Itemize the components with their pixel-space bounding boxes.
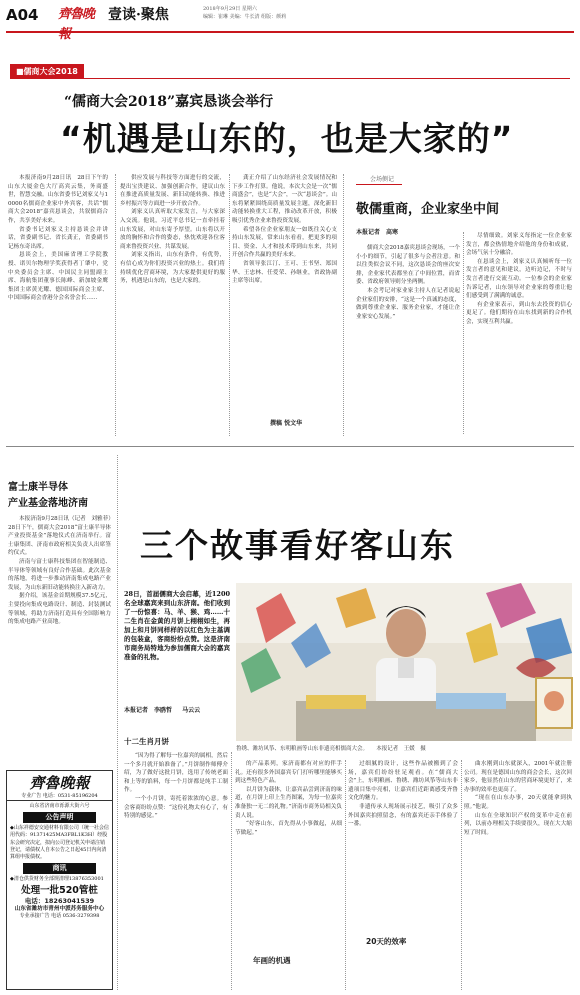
paragraph: 以月饼为载体，让嘉宾品尝到济南的味道，在月饼上印上生肖图案，为每一位嘉宾准备独一无二的礼物。”济南市商务局相关负责人说。 <box>235 786 342 819</box>
story-column-2 <box>120 174 225 437</box>
issue-info <box>203 5 286 21</box>
page-number: A04 <box>6 6 39 24</box>
sidebar-column-a <box>356 244 460 434</box>
paragraph: 龚正介绍了山东经济社会发展情况和下步工作打算。他说，本次大会是一次“儒商盛会”，也是“大会”，一次“恳谈会”。山东将紧紧围绕高质量发展主题，深化新旧动能转换重大工程，推动改革开放，积极吸引优秀企业来鲁投资发展。 <box>232 175 337 224</box>
topic-tag: ■儒商大会2018 <box>10 64 84 79</box>
article-headline: “机遇是山东的，也是大家的” <box>60 119 514 158</box>
paragraph: 省委书记刘家义主持恳谈会并讲话，省委副书记、省长龚正，省委副书记杨东奇出席。 <box>8 226 108 250</box>
brief-headline-2: 产业基金落地济南 <box>8 498 88 509</box>
topic-rule <box>10 78 570 79</box>
feature-intro: 28日，首届儒商大会启幕，近1200名全球嘉宾来到山东济南。他们收到了一份惊喜：马、羊、猴、鸡……十二生肖在金黄的月饼上栩栩如生，再加上和月饼同样样的以红色为主基调的包装盒，客商纷纷点赞。这是济南市商务局特地为参加儒商大会的嘉宾准备的礼物。 <box>124 590 230 661</box>
issue-staff: 编辑：崔琳 美编：牛长清 组版：颜莉 <box>203 14 287 20</box>
ad-logo <box>7 771 112 801</box>
paragraph: “现在在山东办事，20天就能拿到执照。”他说。 <box>464 795 572 810</box>
feature-subhead-1: 十二生肖月饼 <box>124 737 169 746</box>
brief-body <box>8 515 117 767</box>
ad-promo-phone: 电话：18263041539 <box>24 896 95 905</box>
paragraph: 山东在全球知识产权的变革中走在前列，以前办理相关手续要很久，现在大大缩短了时间。 <box>464 812 572 836</box>
ad-commerce-text: ◆清仓供货财务全部规清理13876353001 <box>10 876 104 883</box>
section-title: 壹读·聚焦 <box>108 7 169 23</box>
feature-headline: 三个故事看好客山东 <box>140 526 455 565</box>
feature-byline <box>124 705 208 714</box>
paragraph: 曲水刚到山东就深入，2001年就注册公司。现在是德国山东的商会会长，这次回家乡，他显然在山东的营商环境更好了，来办事的效率也更高了。 <box>464 761 572 793</box>
paragraph: 一个小月饼，寄托着浓浓的心意。参会客商纷纷点赞：“这份礼物太有心了，有特别的感觉。” <box>124 795 228 820</box>
ad-logo-text: 齊魯晚報 <box>29 774 90 792</box>
sidebar-column-b <box>466 232 572 434</box>
article-subtitle: “儒商大会2018”嘉宾恳谈会举行 <box>64 94 274 110</box>
ad-commerce-header: 商讯 <box>23 863 96 874</box>
ad-notice-header: 公告声明 <box>23 812 96 823</box>
newspaper-logo: 齊魯晚報 <box>58 7 95 42</box>
paragraph: 本会考记对家业家主持人在记者说起企业家们的安排，“这是一个真诚的态度，做到尊重企业家、服务企业家，才能让企业家安心发展。” <box>356 287 460 320</box>
ad-logo-subtext: 专业广告 电话：0531-85196204 <box>21 793 98 799</box>
paragraph: 非遗传承人现场展示技艺，吸引了众多外国嘉宾拍照留念，有的嘉宾还亲手体验了一番。 <box>348 803 458 828</box>
feature-column-1 <box>124 752 228 990</box>
feature-column-4 <box>464 760 572 990</box>
story-column-3 <box>232 174 337 414</box>
paragraph: 在恳谈会上，刘家义认真倾听每一位发言者的意见和建议，边听边记，不时与发言者进行交流互动。一位参会的企业家告诉记者，山东领导对企业家的尊重让他们感受到了满满的诚意。 <box>466 258 572 300</box>
brief-headline-1: 富士康半导体 <box>8 482 68 493</box>
ad-notice-text: ◆山东祥德安交通材料有限公司（统一社会信用代码：91371425MA3FBL1K3H）经股东会研究决定，拟向公司登记机关申请注销登记，请债权人自本公告之日起45日内向清算组申报债权。 <box>10 825 109 861</box>
paragraph: 刘家义认真听取大家发言，与大家深入交流。他说，习近平总书记一直牵挂着山东发展，对山东寄予厚望。山东将以开放的胸怀和合作的姿态，热忱欢迎各位客商来鲁投资兴业、共谋发展。 <box>120 209 225 250</box>
paragraph: 本报济南9月28日讯 28日下午的山东大厦金色大厅高宾云集，务商盛世，智慧交融。山东省委书记刘家义与10000名儒商企业家中外宾客，共话“儒商大会2018”嘉宾恳谈会，共叙儒商合作，共享美好未来。 <box>8 175 108 224</box>
sidebar-headline: 敬儒重商，企业家坐中间 <box>356 202 500 217</box>
header-rule <box>6 31 574 33</box>
sidebar-byline: 本报记者 高寒 <box>356 229 399 236</box>
photo-caption: 鲁绣、潍坊风筝、东明粮画等山东非遗亮相儒商大会。 本报记者 王媛 摄 <box>236 746 426 752</box>
paragraph: 济南与富士康科技集团在智能制造、半导体等领域有良好合作基础。此次基金的落地，将进一步推动济南集成电路产业发展，为山东新旧动能转换注入新动力。 <box>8 558 111 591</box>
paragraph: “好客山东，首先得从小事做起，从细节做起。” <box>235 821 342 836</box>
paragraph: 过细腻的设计，这些作品被搬到了会场，嘉宾们纷纷驻足观看。在“儒商大会”上，东明粮画、鲁绣、潍坊风筝等山东非遗项目集中亮相，让嘉宾们近距离感受齐鲁文化的魅力。 <box>348 761 458 802</box>
byline-name: 马云云 <box>182 707 201 714</box>
paragraph: 恳谈会上，美国麻省理工学院教授、诺贝尔物理学奖获得者丁肇中，党中央委员会主席、中国民主同盟副主席、海航集团董事长陈峰、新加坡金鹰集团主席黄光耀、德国国际商会主席、中国国际商会香港分会名誉会长…… <box>8 252 108 302</box>
paragraph: 据介绍，该基金首期规模37.5亿元，主要投向集成电路设计、制造、封装测试等领域，将助力济南打造具有全国影响力的集成电路产业高地。 <box>8 593 111 626</box>
feature-photo <box>236 583 572 741</box>
ad-address: 山东省济南市泺源大街六号 <box>29 803 90 809</box>
paragraph: 的产品系列，家济南都有对应的伴手礼。还有很多外国嘉宾专门打听哪里能够买到这些特色产品。 <box>235 761 342 785</box>
byline-name: 本报记者 李鸥哲 <box>124 707 173 714</box>
feature-column-3 <box>348 760 458 990</box>
paragraph: 供应发展与科技等方面进行的交流，提出宝贵建议、加强创新合作，建议山东在推进高质量发展、新旧动能转换、推进乡村振兴等方面进一步开放合作。 <box>120 175 225 207</box>
paragraph: 刘家义指出，山东有条件，有优势，有信心成为你们投资兴业的热土。我们将持续优化营商环境，为大家提供更好的服务，机遇是山东的，也是大家的。 <box>120 252 225 285</box>
paragraph: 本报济南9月28日讯（记者 刘雅菲） 28日下午，儒商大会2018“富士康半导体产业投资基金”落地仪式在济南举行。富士康集团、济南市政府相关负责人出席签约仪式。 <box>8 516 117 557</box>
paragraph: 尽情细致。刘家义每指定一位企业家发言，都会热情地介绍他的身份和成就，会场气氛十分融洽。 <box>466 233 572 257</box>
paragraph: 省领导张江汀、王可、王书坚、郑国华、王忠林、任爱荣、孙继业，省政协副主席等出席。 <box>232 260 337 285</box>
ad-promo-contact: 专业承接广告 电话 0536-3279398 <box>19 913 100 920</box>
ad-promo-org: 山东省潍坊市青州中派苏务服务中心 <box>14 905 105 912</box>
feature-subhead-2: 年画的机遇 <box>250 955 294 966</box>
ad-promo-title: 处理一批520管桩 <box>21 884 98 896</box>
paragraph: 儒商大会2018嘉宾恳谈会现场，一个小小的细节，引起了很多与会者注意。和以往类似会议不同，这次恳谈会的座次安排，企业家代表都坐在了中间位置，而省委、省政府领导则分坐两侧。 <box>356 245 460 286</box>
issue-date: 2018年9月29日 星期六 <box>203 6 257 12</box>
story-column-1 <box>8 174 108 437</box>
feature-subhead-3: 20天的效率 <box>363 936 409 947</box>
story-credit: 撰稿 悦文华 <box>270 420 303 427</box>
paragraph: “因为得了解每一位嘉宾的属相，然后一个多月就开始准备了。”月饼制作师傅介绍，为了做好这批月饼，选用了传统老面和上等的馅料，每一个月饼都是纯手工制作。 <box>124 753 228 794</box>
classified-ad-box <box>6 770 113 990</box>
photo-illustration <box>236 583 572 741</box>
paragraph: 希望各位企业家朋友一如既往关心支持山东发展，常来山东看看，把更多的项目、资金、人才和技术带到山东来，共同开创合作共赢的美好未来。 <box>232 226 337 259</box>
sidebar-label: 会场侧记 <box>356 174 402 185</box>
paragraph: 有企业家表示，到山东去投资的信心更足了。他们期待在山东找到新的合作机会，实现互利共赢。 <box>466 301 572 325</box>
